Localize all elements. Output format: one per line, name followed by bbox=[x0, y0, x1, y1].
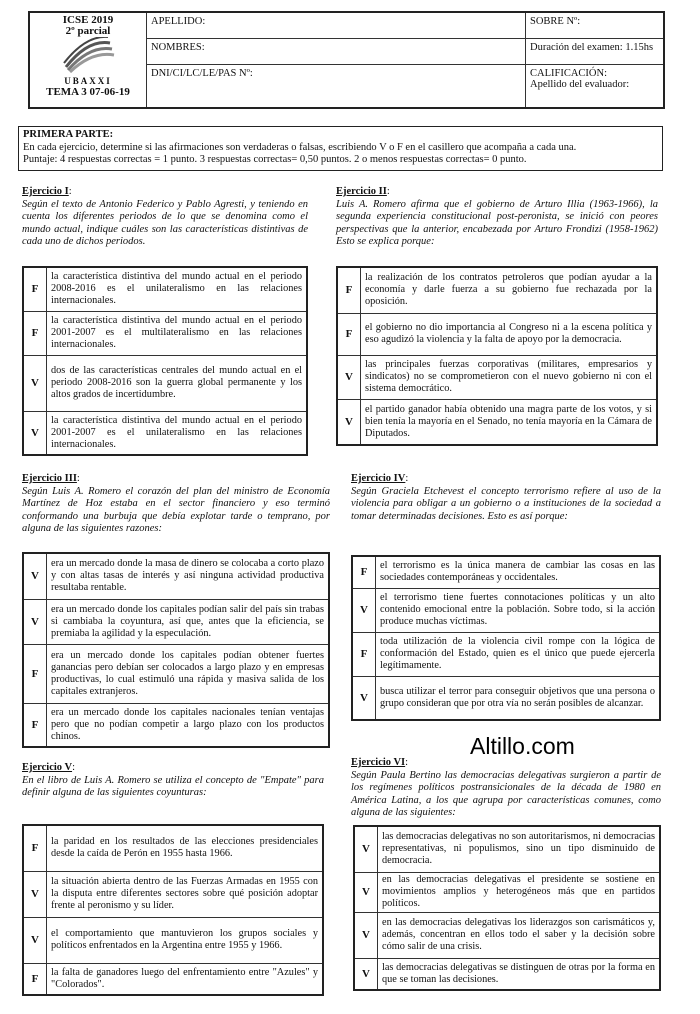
exercise-3-intro: Ejercicio III: Según Luis A. Romero el corazón del plan del ministro de Economía Martínez de Hoz estaba en el sector financiero y eso terminó conformando una burbuja que debía explotar tarde o temprano, por alguna de las siguientes razones: bbox=[22, 473, 330, 534]
table-row bbox=[23, 267, 307, 311]
answer-box[interactable]: V bbox=[23, 553, 47, 599]
table-row bbox=[23, 311, 307, 355]
answer-box[interactable]: F bbox=[337, 267, 361, 313]
section-title: PRIMERA PARTE: bbox=[23, 129, 114, 140]
table-row bbox=[23, 599, 329, 644]
statement-text: la situación abierta dentro de las Fuerzas Armadas en 1955 con la disputa entre diferentes sectores sobre qué posición adoptar frente al peronismo y su líder. bbox=[47, 871, 324, 917]
statement-text: el gobierno no dio importancia al Congreso ni a la escena política y eso agudizó la violencia y la falta de apoyo por la democracia. bbox=[361, 313, 658, 355]
table-row bbox=[23, 703, 329, 747]
table-row bbox=[354, 826, 660, 872]
logo-cell bbox=[29, 12, 147, 108]
answer-box[interactable]: F bbox=[352, 556, 376, 588]
statement-text: la característica distintiva del mundo actual en el periodo 2001-2007 es el unilateralismo en las relaciones internacionales. bbox=[47, 411, 308, 455]
exercise-statement: Según Graciela Etchevest el concepto terrorismo refiere al uso de la violencia para obligar a un gobierno o a instituciones de la sociedad a tomar determinadas decisiones. Esto es así porque: bbox=[351, 485, 661, 522]
exercise-title: Ejercicio VI bbox=[351, 757, 406, 768]
answer-box[interactable]: V bbox=[23, 355, 47, 411]
answer-box[interactable]: V bbox=[352, 588, 376, 632]
table-row bbox=[352, 632, 660, 676]
statement-text: era un mercado donde los capitales podían obtener fuertes ganancias pero debían ser colocados a largo plazo y en empresas productivas, lo cual estimuló una rápida y masiva salida de los capitales extranjeros. bbox=[47, 644, 330, 703]
table-row bbox=[23, 355, 307, 411]
exercise-1-intro: Ejercicio I: Según el texto de Antonio Federico y Pablo Agresti, y teniendo en cuenta los diferentes periodos de lo que se denomina como el mundo actual, indique cuáles son las características distintivas de cada uno de dichos periodos. bbox=[22, 186, 308, 247]
answer-box[interactable]: V bbox=[337, 399, 361, 445]
table-row bbox=[352, 588, 660, 632]
exercise-title: Ejercicio II bbox=[336, 186, 387, 197]
table-row bbox=[23, 963, 323, 995]
exercise-title: Ejercicio IV bbox=[351, 473, 406, 484]
ubaxxi-logo-icon bbox=[58, 37, 118, 73]
statement-text: dos de las características centrales del mundo actual en el periodo 2008-2016 son la guerra global permanente y los altos grados de incertidumbre. bbox=[47, 355, 308, 411]
scoring-line: Puntaje: 4 respuestas correctas = 1 punto. 3 respuestas correctas= 0,50 puntos. 2 o menos respuestas correctas= 0 punto. bbox=[23, 154, 527, 165]
calificacion-cell[interactable] bbox=[526, 64, 665, 108]
exercise-5-table bbox=[22, 824, 324, 996]
exercise-title: Ejercicio III bbox=[22, 473, 77, 484]
statement-text: la paridad en los resultados de las elecciones presidenciales desde la caída de Perón en 1955 hasta 1966. bbox=[47, 825, 324, 871]
statement-text: era un mercado donde la masa de dinero se colocaba a corto plazo y con altas tasas de interés y así ninguna actividad productiva resultaba rentable. bbox=[47, 553, 330, 599]
statement-text: las democracias delegativas no son autoritarismos, ni democracias representativas, ni populismos, sino un tipo disminuido de democracia. bbox=[378, 826, 661, 872]
tema-label: TEMA 3 07-06-19 bbox=[46, 86, 130, 98]
table-row bbox=[23, 644, 329, 703]
answer-box[interactable]: F bbox=[23, 311, 47, 355]
answer-box[interactable]: F bbox=[23, 963, 47, 995]
statement-text: la realización de los contratos petroleros que podían ayudar a la economía y darle fuerza a su gobierno fue rechazada por la oposición. bbox=[361, 267, 658, 313]
duracion-label: Duración del examen: 1.15hs bbox=[526, 38, 665, 64]
answer-box[interactable]: V bbox=[23, 871, 47, 917]
table-row bbox=[337, 313, 657, 355]
sobre-field[interactable]: SOBRE Nº: bbox=[526, 12, 665, 38]
answer-box[interactable]: V bbox=[23, 411, 47, 455]
exercise-statement: Según Paula Bertino las democracias delegativas surgieron a partir de los regímenes políticos postransicionales de la década de 1980 en América Latina, a los que agrupa por características comunes, como alguna de las siguientes: bbox=[351, 769, 661, 818]
answer-box[interactable]: V bbox=[23, 599, 47, 644]
exercise-5-intro: Ejercicio V: En el libro de Luis A. Romero se utiliza el concepto de "Empate" para definir alguna de las siguientes coyunturas: bbox=[22, 762, 324, 798]
answer-box[interactable]: V bbox=[352, 676, 376, 720]
evaluador-label: Apellido del evaluador: bbox=[530, 78, 630, 90]
statement-text: busca utilizar el terror para conseguir objetivos que una persona o grupo consideran que por otra vía no serán posibles de alcanzar. bbox=[376, 676, 661, 720]
answer-box[interactable]: V bbox=[354, 826, 378, 872]
statement-text: el terrorismo tiene fuertes connotaciones políticas y un alto contenido emocional entre la población. Sobre todo, si la acción produce muchas víctimas. bbox=[376, 588, 661, 632]
table-row bbox=[337, 399, 657, 445]
exercise-statement: Según el texto de Antonio Federico y Pablo Agresti, y teniendo en cuenta los diferentes periodos de lo que se denomina como el mundo actual, indique cuáles son las características distintivas de cada uno de dichos periodos. bbox=[22, 198, 308, 247]
exercise-title: Ejercicio V bbox=[22, 762, 73, 773]
answer-box[interactable]: V bbox=[354, 872, 378, 912]
statement-text: en las democracias delegativas el presidente se sostiene en movimientos amplios y heterogéneos más que en partidos políticos. bbox=[378, 872, 661, 912]
statement-text: en las democracias delegativas los liderazgos son carismáticos y, además, concentran en ellos todo el saber y la decisión sobre cómo salir de una crisis. bbox=[378, 912, 661, 958]
statement-text: era un mercado donde los capitales podían salir del país sin trabas si cambiaba la coyuntura, así que, antes que la eficiencia, se premiaba la agilidad y la especulación. bbox=[47, 599, 330, 644]
exercise-3-table bbox=[22, 552, 330, 748]
table-row bbox=[23, 411, 307, 455]
exercise-title: Ejercicio I bbox=[22, 186, 69, 197]
table-row bbox=[337, 267, 657, 313]
dni-field[interactable]: DNI/CI/LC/LE/PAS Nº: bbox=[147, 64, 526, 108]
exercise-statement: En el libro de Luis A. Romero se utiliza el concepto de "Empate" para definir alguna de las siguientes coyunturas: bbox=[22, 774, 324, 798]
exercise-4-intro: Ejercicio IV: Según Graciela Etchevest el concepto terrorismo refiere al uso de la violencia para obligar a un gobierno o a instituciones de la sociedad a tomar determinadas decisiones. Esto es así porque: bbox=[351, 473, 661, 522]
answer-box[interactable]: F bbox=[352, 632, 376, 676]
statement-text: el terrorismo es la única manera de cambiar las cosas en las sociedades contemporáneas y occidentales. bbox=[376, 556, 661, 588]
statement-text: la característica distintiva del mundo actual en el periodo 2001-2007 es el multilateralismo en las relaciones internacionales. bbox=[47, 311, 308, 355]
answer-box[interactable]: F bbox=[337, 313, 361, 355]
logo-text: UBAXXI bbox=[64, 76, 112, 86]
watermark: Altillo.com bbox=[470, 733, 575, 759]
exercise-1-table bbox=[22, 266, 308, 456]
table-row bbox=[23, 917, 323, 963]
statement-text: la falta de ganadores luego del enfrentamiento entre "Azules" y "Colorados". bbox=[47, 963, 324, 995]
exercise-6-intro: Ejercicio VI: Según Paula Bertino las democracias delegativas surgieron a partir de los regímenes políticos postransicionales de la década de 1980 en América Latina, a los que agrupa por características comunes, como alguna de las siguientes: bbox=[351, 757, 661, 818]
table-row bbox=[352, 676, 660, 720]
apellido-field[interactable]: APELLIDO: bbox=[147, 12, 526, 38]
instructions-line: En cada ejercicio, determine si las afirmaciones son verdaderas o falsas, escribiendo V o F en el casillero que acompaña a cada una. bbox=[23, 141, 577, 153]
answer-box[interactable]: V bbox=[23, 917, 47, 963]
exercise-statement: Luis A. Romero afirma que el gobierno de Arturo Illia (1963-1966), la segunda experiencia constitucional post-peronista, se inició con peores perspectivas que la anterior, encabezada por Arturo Frondizi (1958-1962) Esto se explica porque: bbox=[336, 198, 658, 247]
table-row bbox=[354, 872, 660, 912]
exam-header bbox=[28, 11, 665, 109]
statement-text: el partido ganador había obtenido una magra parte de los votos, y si bien tenía la mayoría en el Senado, no tenía mayoría en la Cámara de Diputados. bbox=[361, 399, 658, 445]
statement-text: toda utilización de la violencia civil rompe con la lógica de conformación del Estado, quien es el único que puede ejercerla legítimamente. bbox=[376, 632, 661, 676]
table-row bbox=[23, 553, 329, 599]
answer-box[interactable]: V bbox=[354, 912, 378, 958]
table-row bbox=[354, 958, 660, 990]
exercise-2-table bbox=[336, 266, 658, 446]
answer-box[interactable]: V bbox=[354, 958, 378, 990]
table-row bbox=[352, 556, 660, 588]
table-row bbox=[23, 871, 323, 917]
answer-box[interactable]: F bbox=[23, 703, 47, 747]
table-row bbox=[23, 825, 323, 871]
answer-box[interactable]: V bbox=[337, 355, 361, 399]
instructions-box bbox=[18, 126, 663, 171]
table-row bbox=[337, 355, 657, 399]
statement-text: era un mercado donde los capitales nacionales tenían ventajas pero que no podían competir a largo plazo con los productos chinos. bbox=[47, 703, 330, 747]
exercise-statement: Según Luis A. Romero el corazón del plan del ministro de Economía Martínez de Hoz estaba en el sector financiero y eso terminó conformando una burbuja que debía explotar tarde o temprano, por alguna de las siguientes razones: bbox=[22, 485, 330, 534]
answer-box[interactable]: F bbox=[23, 644, 47, 703]
nombres-field[interactable]: NOMBRES: bbox=[147, 38, 526, 64]
statement-text: las principales fuerzas corporativas (militares, empresarios y sindicatos) no se comprometieron con el nuevo gobierno ni con el sistema democrático. bbox=[361, 355, 658, 399]
statement-text: las democracias delegativas se distinguen de otras por la forma en que se toman las decisiones. bbox=[378, 958, 661, 990]
exercise-6-table bbox=[353, 825, 661, 991]
exam-label: 2º parcial bbox=[65, 25, 111, 37]
table-row bbox=[354, 912, 660, 958]
answer-box[interactable]: F bbox=[23, 825, 47, 871]
statement-text: el comportamiento que mantuvieron los grupos sociales y políticos enfrentados en la Argentina entre 1955 y 1966. bbox=[47, 917, 324, 963]
exercise-4-table bbox=[351, 555, 661, 721]
exercise-2-intro: Ejercicio II: Luis A. Romero afirma que el gobierno de Arturo Illia (1963-1966), la segunda experiencia constitucional post-peronista, se inició con peores perspectivas que la anterior, encabezada por Arturo Frondizi (1958-1962) Esto se explica porque: bbox=[336, 186, 658, 247]
calificacion-label: CALIFICACIÓN: bbox=[530, 67, 608, 79]
answer-box[interactable]: F bbox=[23, 267, 47, 311]
course-label: ICSE 2019 bbox=[62, 14, 114, 26]
statement-text: la característica distintiva del mundo actual en el periodo 2008-2016 es el unilateralismo en las relaciones internacionales. bbox=[47, 267, 308, 311]
